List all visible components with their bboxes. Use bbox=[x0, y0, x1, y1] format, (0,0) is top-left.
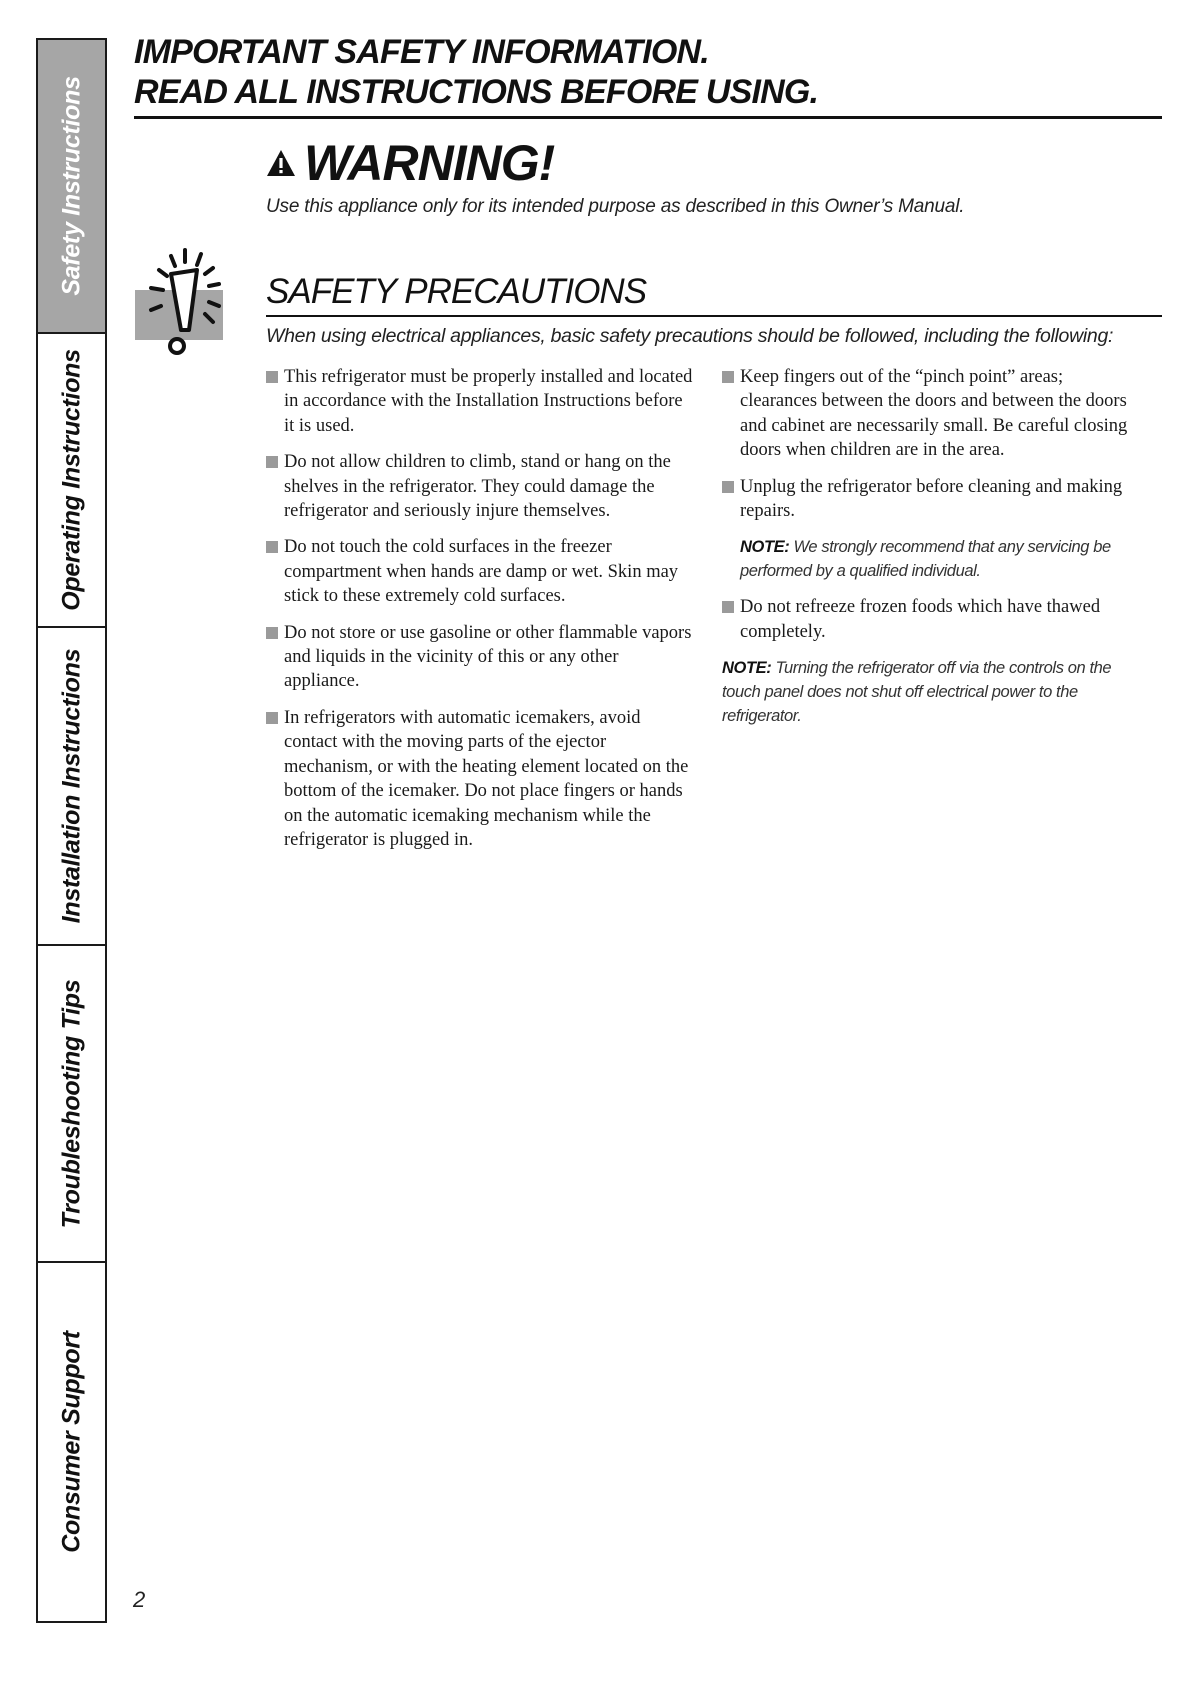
list-item bbox=[266, 535, 696, 608]
list-item-text: Keep fingers out of the “pinch point” areas; clearances between the doors and between the doors and cabinet are necessarily small. Be careful closing doors when children are in the area. bbox=[740, 367, 1128, 461]
square-bullet-icon bbox=[722, 601, 734, 613]
list-item-text: Do not touch the cold surfaces in the freezer compartment when hands are damp or wet. Skin may stick to these extremely cold surfaces. bbox=[284, 537, 679, 607]
square-bullet-icon bbox=[722, 371, 734, 383]
warning-text: Use this appliance only for its intended purpose as described in this Owner’s Manual. bbox=[266, 196, 965, 217]
tab-label: Consumer Support bbox=[57, 1331, 85, 1553]
safety-precautions-intro: When using electrical appliances, basic safety precautions should be followed, including the following: bbox=[266, 325, 1114, 347]
list-item bbox=[266, 450, 696, 523]
warning-title: WARNING! bbox=[304, 135, 555, 191]
exclamation-alert-icon bbox=[135, 248, 225, 370]
tab-label: Troubleshooting Tips bbox=[57, 979, 85, 1228]
header-line-1: IMPORTANT SAFETY INFORMATION. bbox=[134, 33, 709, 71]
servicing-note bbox=[722, 535, 1132, 583]
list-item-text: Unplug the refrigerator before cleaning and making repairs. bbox=[740, 476, 1123, 522]
tab-label: Installation Instructions bbox=[57, 648, 85, 924]
header-line-2: READ ALL INSTRUCTIONS BEFORE USING. bbox=[134, 73, 819, 111]
list-item-text: In refrigerators with automatic icemakers, avoid contact with the moving parts of the ejector mechanism, or with the heating element located on the bottom of the icemaker. Do not place fingers or hands on the automatic icemaking mechanism while the refrigerator is plugged in. bbox=[284, 707, 689, 850]
list-item-text: Do not refreeze frozen foods which have thawed completely. bbox=[740, 597, 1101, 642]
safety-precautions-title: SAFETY PRECAUTIONS bbox=[266, 271, 1162, 317]
power-note bbox=[722, 656, 1132, 728]
list-item bbox=[266, 621, 696, 694]
square-bullet-icon bbox=[266, 627, 278, 639]
page-number: 2 bbox=[133, 1587, 146, 1612]
tab-label: Safety Instructions bbox=[57, 76, 85, 296]
note-text: Turning the refrigerator off via the controls on the touch panel does not shut off electrical power to the refrigerator. bbox=[722, 659, 1112, 726]
square-bullet-icon bbox=[266, 371, 278, 383]
tab-troubleshooting-tips[interactable] bbox=[38, 946, 105, 1263]
list-item-text: This refrigerator must be properly installed and located in accordance with the Installation Instructions before it is used. bbox=[284, 367, 693, 436]
tab-safety-instructions[interactable] bbox=[38, 40, 105, 334]
note-text: We strongly recommend that any servicing be performed by a qualified individual. bbox=[740, 538, 1111, 581]
square-bullet-icon bbox=[266, 541, 278, 553]
tab-consumer-support[interactable] bbox=[38, 1263, 105, 1621]
square-bullet-icon bbox=[722, 481, 734, 493]
square-bullet-icon bbox=[266, 456, 278, 468]
page-header bbox=[134, 32, 1162, 119]
list-item-text: Do not allow children to climb, stand or hang on the shelves in the refrigerator. They could damage the refrigerator and seriously injure themselves. bbox=[284, 452, 671, 522]
warning-heading bbox=[266, 134, 554, 192]
tab-installation-instructions[interactable] bbox=[38, 628, 105, 946]
list-item bbox=[266, 365, 696, 438]
precautions-right-column bbox=[722, 365, 1132, 740]
warning-triangle-icon bbox=[266, 148, 296, 178]
note-label: NOTE: bbox=[722, 659, 772, 678]
list-item bbox=[722, 595, 1132, 644]
list-item bbox=[722, 365, 1132, 463]
note-label: NOTE: bbox=[740, 538, 790, 557]
square-bullet-icon bbox=[266, 712, 278, 724]
list-item-text: Do not store or use gasoline or other flammable vapors and liquids in the vicinity of this or any other appliance. bbox=[284, 622, 692, 692]
tab-label: Operating Instructions bbox=[57, 349, 85, 611]
tab-operating-instructions[interactable] bbox=[38, 334, 105, 628]
list-item bbox=[266, 706, 696, 852]
side-navigation bbox=[36, 38, 107, 1623]
precautions-left-column bbox=[266, 365, 696, 864]
list-item bbox=[722, 475, 1132, 524]
